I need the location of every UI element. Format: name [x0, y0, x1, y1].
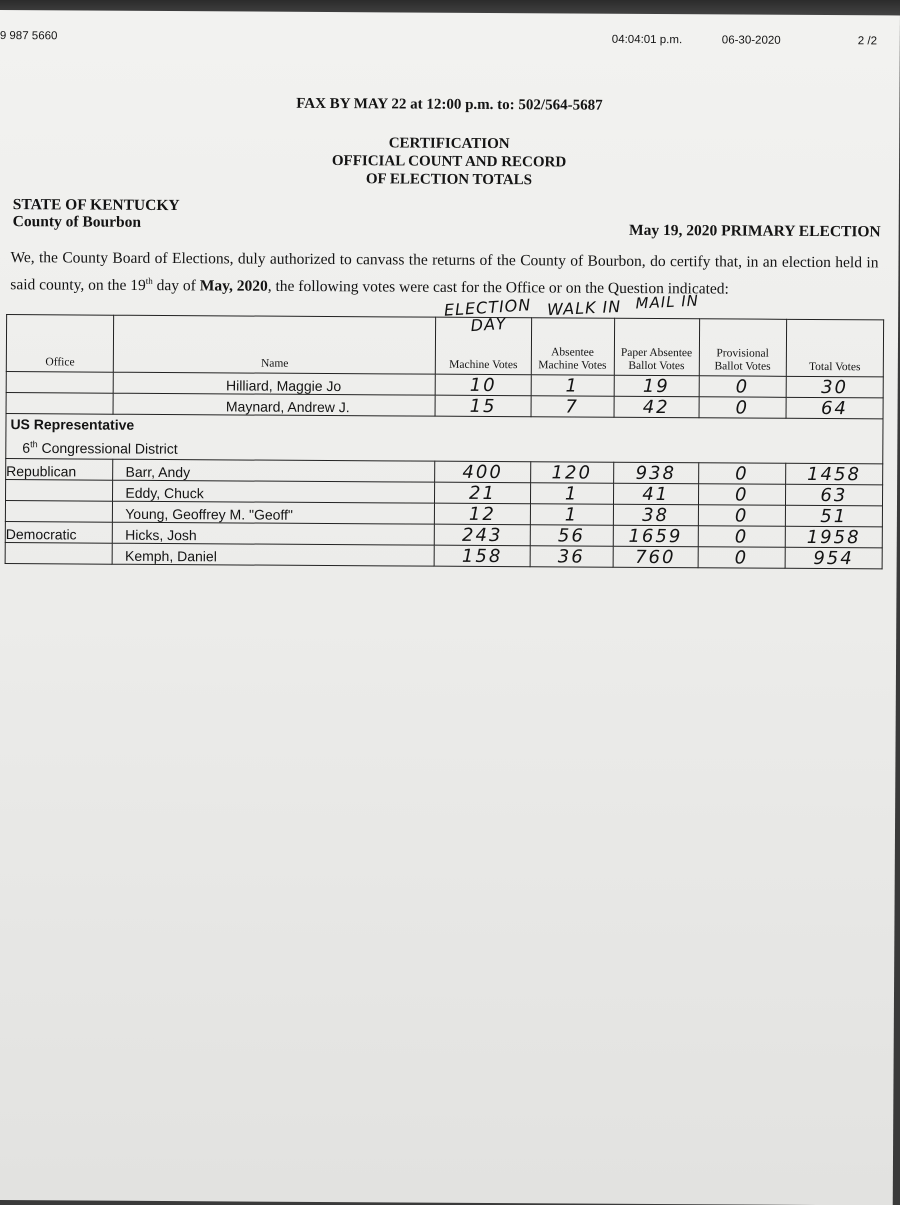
candidate-name: Eddy, Chuck — [113, 480, 435, 503]
table-row — [5, 542, 882, 568]
statement-date: May, 2020 — [199, 277, 268, 295]
absentee-machine-votes: 120 — [530, 461, 613, 483]
paper-absentee-votes: 938 — [613, 462, 698, 484]
total-votes: 51 — [785, 505, 882, 527]
absentee-machine-votes: 36 — [530, 545, 613, 567]
header-total-votes: Total Votes — [786, 319, 884, 377]
statement-text-3: , the following votes were cast for the Office or on the Question indicated: — [267, 277, 729, 298]
fax-transmission-header — [0, 29, 900, 48]
fax-page-number: 2 /2 — [857, 35, 878, 48]
header-office: Office — [6, 315, 114, 373]
office-cell — [6, 372, 113, 394]
absentee-machine-votes: 1 — [530, 503, 613, 525]
district-superscript: th — [30, 439, 38, 450]
office-cell — [6, 393, 113, 415]
party-label — [5, 542, 112, 564]
handwritten-election-day: ELECTION DAY — [443, 295, 532, 336]
certification-line-2: OFFICIAL COUNT AND RECORD — [331, 153, 567, 171]
total-votes: 64 — [786, 397, 883, 419]
machine-votes: 12 — [435, 503, 530, 525]
machine-votes: 21 — [435, 482, 530, 504]
absentee-machine-votes: 1 — [531, 375, 614, 397]
paper-absentee-votes: 1659 — [613, 525, 698, 547]
statement-text-1: We, the County Board of Elections, duly authorized to canvass the returns of the County of Bourbon, do certify that, in an election held in said county, on the 19 — [10, 249, 879, 295]
machine-votes: 400 — [435, 461, 530, 483]
total-votes: 954 — [785, 547, 882, 569]
handwritten-mail-in: MAIL IN — [635, 291, 700, 313]
fax-date: 06-30-2020 — [721, 34, 781, 47]
race-heading-row — [6, 414, 883, 464]
statement-text-2: day of — [152, 277, 200, 295]
candidate-name: Kemph, Daniel — [112, 543, 434, 566]
table-header-row — [6, 315, 883, 377]
provisional-votes: 0 — [698, 462, 785, 484]
candidate-name: Maynard, Andrew J. — [113, 393, 435, 416]
header-name: Name — [114, 315, 436, 374]
election-results-table — [5, 314, 885, 569]
candidate-name: Young, Geoffrey M. "Geoff" — [113, 501, 435, 524]
candidate-name: Barr, Andy — [113, 459, 435, 482]
fax-instruction: FAX BY MAY 22 at 12:00 p.m. to: 502/564-5687 — [296, 95, 603, 114]
candidate-name: Hilliard, Maggie Jo — [114, 372, 436, 395]
fax-phone-number: 9 987 5660 — [0, 29, 58, 43]
machine-votes: 158 — [434, 545, 529, 567]
total-votes: 63 — [785, 484, 882, 506]
election-title: May 19, 2020 PRIMARY ELECTION — [628, 221, 881, 241]
certification-line-3: OF ELECTION TOTALS — [365, 171, 533, 189]
total-votes: 1458 — [785, 463, 882, 485]
header-machine-votes: Machine Votes — [436, 317, 532, 375]
machine-votes: 15 — [435, 395, 530, 417]
handwritten-walk-in: WALK IN — [546, 296, 622, 320]
paper-absentee-votes: 38 — [613, 504, 698, 526]
provisional-votes: 0 — [698, 546, 785, 568]
total-votes: 1958 — [785, 526, 882, 548]
provisional-votes: 0 — [699, 376, 786, 398]
candidate-name: Hicks, Josh — [113, 522, 435, 545]
provisional-votes: 0 — [698, 504, 785, 526]
state-county-block — [13, 196, 180, 231]
provisional-votes: 0 — [698, 525, 785, 547]
absentee-machine-votes: 7 — [531, 396, 614, 418]
header-paper-absentee-votes: Paper Absentee Ballot Votes — [614, 318, 699, 376]
certification-statement — [10, 246, 878, 301]
state-name: STATE OF KENTUCKY — [12, 196, 180, 215]
machine-votes: 10 — [436, 374, 531, 396]
party-label — [6, 479, 113, 501]
paper-absentee-votes: 19 — [614, 375, 699, 397]
party-label: Republican — [6, 458, 113, 480]
paper-absentee-votes: 41 — [613, 483, 698, 505]
party-label: Democratic — [5, 521, 112, 543]
header-absentee-machine-votes: Absentee Machine Votes — [531, 318, 614, 376]
certification-heading — [0, 132, 899, 191]
race-title: US Representative — [10, 416, 135, 433]
race-heading-cell — [6, 414, 883, 464]
certification-line-1: CERTIFICATION — [388, 135, 510, 153]
paper-absentee-votes: 42 — [614, 396, 699, 418]
district-number: 6 — [22, 439, 31, 456]
district-text: Congressional District — [37, 439, 178, 457]
provisional-votes: 0 — [699, 397, 786, 419]
total-votes: 30 — [786, 376, 883, 398]
fax-time: 04:04:01 p.m. — [611, 33, 683, 47]
party-label — [5, 500, 112, 522]
absentee-machine-votes: 1 — [530, 482, 613, 504]
county-name: County of Bourbon — [12, 213, 142, 231]
provisional-votes: 0 — [698, 483, 785, 505]
header-provisional-votes: Provisional Ballot Votes — [699, 319, 786, 377]
paper-absentee-votes: 760 — [613, 546, 698, 568]
fax-document-page — [0, 10, 900, 1205]
machine-votes: 243 — [435, 524, 530, 546]
statement-superscript: th — [145, 275, 153, 286]
absentee-machine-votes: 56 — [530, 524, 613, 546]
